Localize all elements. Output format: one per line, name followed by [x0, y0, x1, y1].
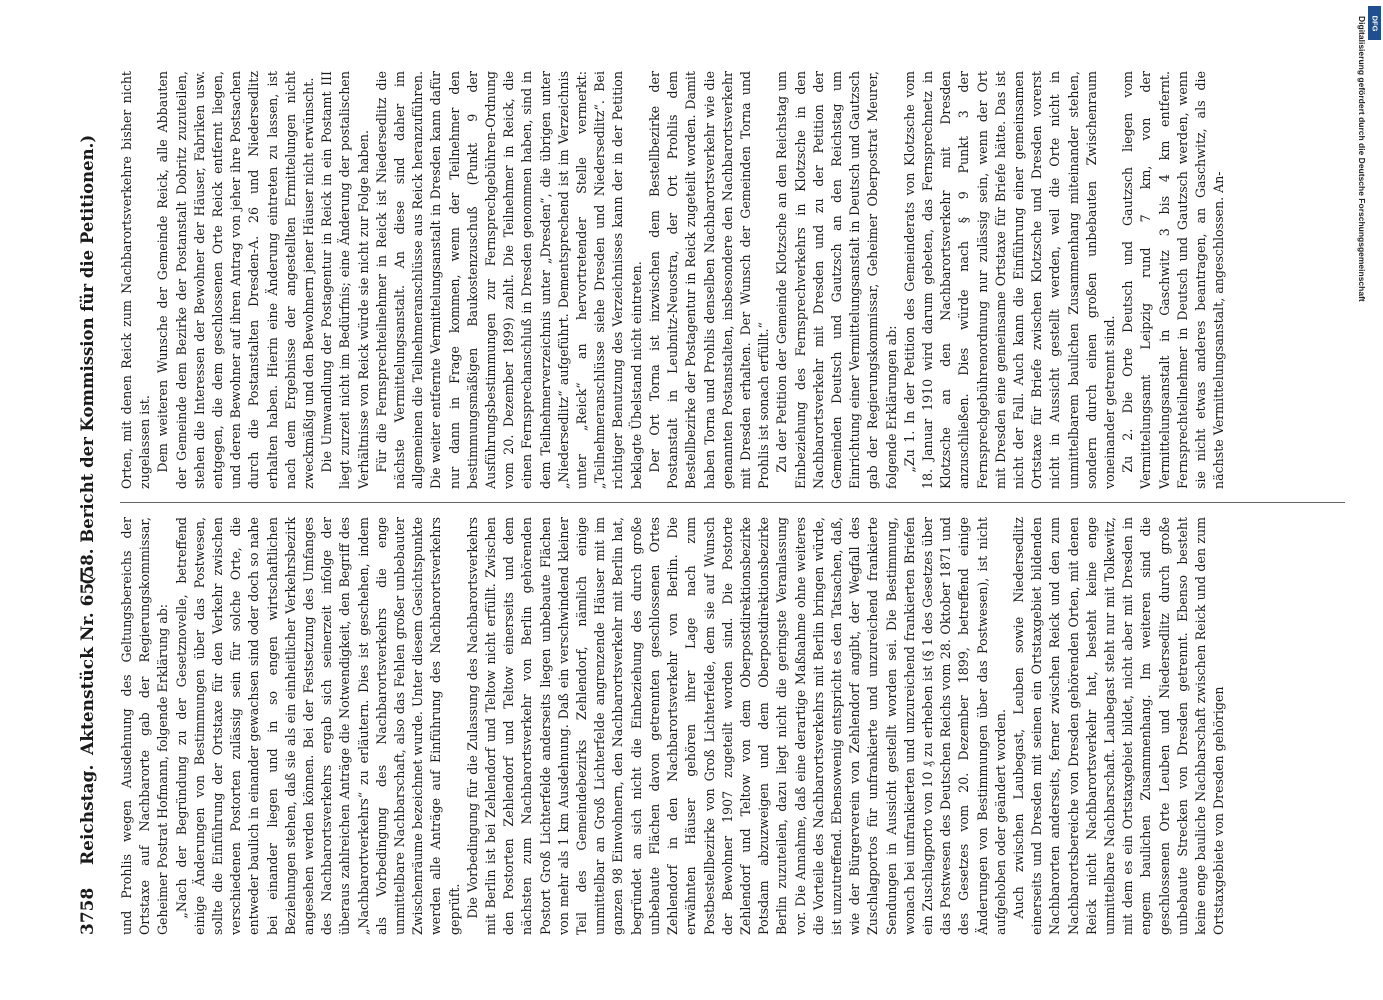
header-report-title: (58. Bericht der Kommission für die Petitionen.): [78, 134, 97, 585]
paragraph: und Prohlis wegen Ausdehnung des Geltungsbereichs der Ortstaxe auf Nachbarorte gab der Regierungskommissar, Geheimer Postrat Hofmann, folgende Erklärung ab:: [119, 517, 171, 935]
left-column: [118, 517, 1348, 935]
paragraph: Orten, mit denen Reick zum Nachbarortsverkehre bisher nicht zugelassen ist.: [119, 71, 153, 489]
dfg-logo-badge: [1368, 6, 1381, 40]
page-number: 3758: [78, 887, 98, 935]
digitization-credit: Digitalisierung gefördert durch die Deutsche Forschungsgemeinschaft: [1357, 16, 1367, 302]
right-column: [118, 71, 1348, 489]
paragraph: Die Vorbedingung für die Zulassung des Nachbarortsverkehrs mit Berlin ist bei Zehlendorf und Teltow nicht erfüllt. Zwischen den Postorten Zehlendorf und Teltow einerseits und dem nächsten zum Nachbarortsverkehr von Berlin gehörenden Postort Groß Lichterfelde anderseits liegen unbebaute Flächen von mehr als 1 km Ausdehnung. Daß ein verschwindend kleiner Teil des Gemeindebezirks Zehlendorf, nämlich einige unmittelbar an Groß Lichterfelde angrenzende Häuser mit im ganzen 98 Einwohnern, den Nachbarortsverkehr mit Berlin hat, begründet an sich nicht die Einbeziehung des durch große unbebaute Flächen davon getrennten geschlossenen Ortes Zehlendorf in den Nachbarortsverkehr von Berlin. Die erwähnten Häuser gehören ihrer Lage nach zum Postbestellbezirke von Groß Lichterfelde, dem sie auf Wunsch der Bewohner 1907 zugeteilt worden sind. Die Postorte Zehlendorf und Teltow von dem Oberpostdirektionsbezirke Potsdam abzuzweigen und dem Oberpostdirektionsbezirke Berlin zuzuteilen, dazu liegt nicht die geringste Veranlassung vor. Die Annahme, daß eine derartige Maßnahme ohne weiteres die Vorteile des Nachbarortsverkehrs mit Berlin bringen würde, ist unzutreffend. Ebensowenig entspricht es den Tatsachen, daß, wie der Bürgerverein von Zehlendorf angibt, der Wegfall des Zuschlagportos für unfrankierte und unzureichend frankierte Sendungen in Aussicht gestellt worden sei. Die Bestimmung, wonach bei unfrankierten und unzureichend frankierten Briefen ein Zuschlagporto von 10 ₰ zu erheben ist (§ 1 des Gesetzes über das Postwesen des Deutschen Reichs vom 28. Oktober 1871 und des Gesetzes vom 20. Dezember 1899, betreffend einige Änderungen von Bestimmungen über das Postwesen), ist nicht aufgehoben oder geändert worden.: [464, 517, 1008, 935]
paragraph: Auch zwischen Laubegast, Leuben sowie Niedersedlitz einerseits und Dresden mit seinen ein Ortstaxgebiet bildenden Nachbarorten anderseits, ferner zwischen Reick und den zum Nachbarortsbereiche von Dresden gehörenden Orten, mit denen Reick nicht Nachbarortsverkehr hat, besteht keine enge unmittelbare Nachbarschaft. Laubegast steht nur mit Tolkewitz, mit dem es ein Ortstaxgebiet bildet, nicht aber mit Dresden in engem baulichen Zusammenhang. Im weiteren sind die geschlossenen Orte Leuben und Niedersedlitz durch große unbebaute Strecken von Dresden getrennt. Ebenso besteht keine enge bauliche Nachbarschaft zwischen Reick und den zum Ortstaxgebiete von Dresden gehörigen: [1010, 517, 1227, 935]
paragraph: „Zu 1. In der Petition des Gemeinderats von Klotzsche vom 18. Januar 1910 wird darum gebeten, das Fernsprechnetz in Klotzsche an den Nachbarortsverkehr mit Dresden anzuschließen. Dies würde nach § 9 Punkt 3 der Fernsprechgebührenordnung nur zulässig sein, wenn der Ort mit Dresden eine gemeinsame Ortstaxe für Briefe hätte. Das ist nicht der Fall. Auch kann die Einführung einer gemeinsamen Ortstaxe für Briefe zwischen Klotzsche und Dresden vorerst nicht in Aussicht gestellt werden, weil die Orte nicht in unmittelbarem baulichen Zusammenhang miteinander stehen, sondern durch einen großen unbebauten Zwischenraum voneinander getrennt sind.: [901, 71, 1117, 489]
document-page: [78, 65, 1353, 935]
column-divider: [120, 502, 1345, 503]
paragraph: „Nach der Begründung zu der Gesetznovelle, betreffend einige Änderungen von Bestimmungen über das Postwesen, sollte die Einführung der Ortstaxe für den Verkehr zwischen verschiedenen Postorten zulässig sein für solche Orte, die entweder baulich in einander gewachsen sind oder doch so nahe bei einander liegen und in so engen wirtschaftlichen Beziehungen stehen, daß sie als ein einheitlicher Verkehrsbezirk angesehen werden können. Bei der Festsetzung des Umfanges des Nachbarortsverkehrs ergab sich seinerzeit infolge der überaus zahlreichen Anträge die Notwendigkeit, den Begriff des „Nachbarortverkehrs“ zu erläutern. Dies ist geschehen, indem als Vorbedingung des Nachbarortsverkehrs die enge unmittelbare Nachbarschaft, also das Fehlen großer unbebauter Zwischenräume bezeichnet wurde. Unter diesem Gesichtspunkte werden alle Anträge auf Einführung des Nachbarortsverkehrs geprüft.: [173, 517, 462, 935]
paragraph: Dem weiteren Wunsche der Gemeinde Reick, alle Abbauten der Gemeinde dem Bezirke der Postanstalt Dobritz zuzuteilen, stehen die Interessen der Bewohner der Häuser, Fabriken usw. entgegen, die dem geschlossenen Orte Reick entfernt liegen, und deren Bewohner auf ihren Antrag von jeher ihre Postsachen durch die Postanstalten Dresden-A. 26 und Niedersedlitz erhalten haben. Hierin eine Änderung eintreten zu lassen, ist nach dem Ergebnisse der angestellten Ermittelungen nicht zweckmäßig und den Bewohnern jener Häuser nicht erwünscht.: [155, 71, 317, 489]
dfg-logo-text: DFG: [1370, 15, 1379, 31]
page-header: [78, 65, 108, 935]
header-document-number: Aktenstück Nr. 657.: [78, 564, 98, 755]
paragraph: Zu 2. Die Orte Deutsch und Gautzsch liegen vom Vermittelungsamt Leipzig rund 7 km, von der Vermittelungsanstalt in Gaschwitz 3 bis 4 km entfernt. Fernsprechteilnehmer in Deutsch und Gautzsch werden, wenn sie nicht etwas anderes beantragen, an Gaschwitz, als die nächste Vermittelungsanstalt, angeschlossen. An-: [1120, 71, 1227, 489]
paragraph: Die Umwandlung der Postagentur in Reick in ein Postamt III liegt zurzeit nicht im Bedürfnis; eine Änderung der postalischen Verhältnisse von Reick würde sie nicht zur Folge haben.: [319, 71, 371, 489]
paragraph: Zu der Petition der Gemeinde Klotzsche an den Reichstag um Einbeziehung des Fernsprechverkehrs in Klotzsche in den Nachbarortsverkehr mit Dresden und zu der Petition der Gemeinden Deutsch und Gautzsch an den Reichstag um Einrichtung einer Vermittelungsanstalt in Deutsch und Gautzsch gab der Regierungskommissar, Geheimer Oberpostrat Meurer, folgende Erklärungen ab:: [774, 71, 899, 489]
paragraph: Für die Fernsprechteilnehmer in Reick ist Niedersedlitz die nächste Vermittelungsanstalt. An diese sind daher im allgemeinen die Teilnehmeranschlüsse aus Reick heranzuführen. Die weiter entfernte Vermittelungsanstalt in Dresden kann dafür nur dann in Frage kommen, wenn der Teilnehmer den bestimmungsmäßigen Baukostenzuschuß (Punkt 9 der Ausführungsbestimmungen zur Fernsprechgebühren-Ordnung vom 20. Dezember 1899) zahlt. Die Teilnehmer in Reick, die einen Fernsprechanschluß in Dresden genommen haben, sind in dem Teilnehmerverzeichnis unter „Dresden“, die übrigen unter „Niedersedlitz“ aufgeführt. Dementsprechend ist im Verzeichnis unter „Reick“ an hervortretender Stelle vermerkt: „Teilnehmeranschlüsse siehe Dresden und Niedersedlitz“. Bei richtiger Benutzung des Verzeichnisses kann der in der Petition beklagte Übelstand nicht eintreten.: [373, 71, 644, 489]
paragraph: Der Ort Torna ist inzwischen dem Bestellbezirke der Postanstalt in Leubnitz-Neuostra, der Ort Prohlis dem Bestellbezirke der Postagentur in Reick zugeteilt worden. Damit haben Torna und Prohlis denselben Nachbarortsverkehr wie die genannten Postanstalten, insbesondere den Nachbarortsverkehr mit Dresden erhalten. Der Wunsch der Gemeinden Torna und Prohlis ist sonach erfüllt.“: [646, 71, 772, 489]
header-paper-title: Reichstag.: [78, 764, 98, 865]
